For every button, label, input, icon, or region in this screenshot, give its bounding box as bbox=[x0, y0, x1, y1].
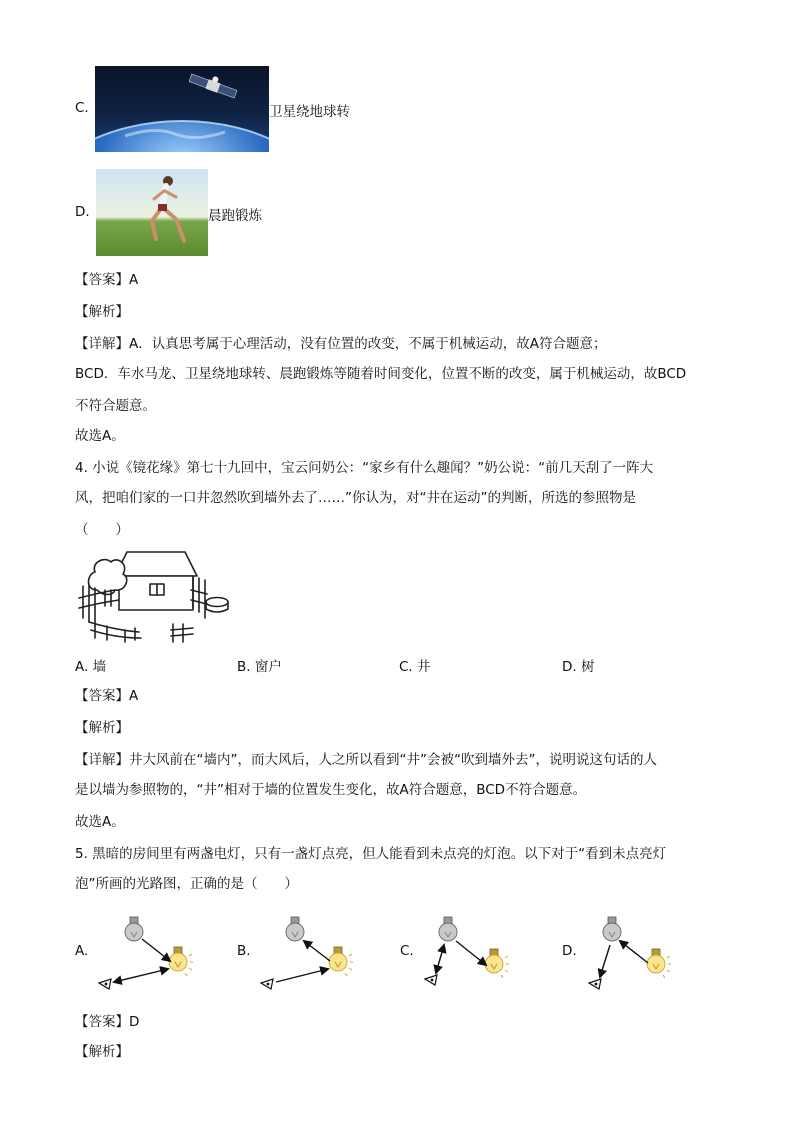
q3-detail-line-2: BCD．车水马龙、卫星绕地球转、晨跑锻炼等随着时间变化，位置不断的改变，属于机械运动，故BCD bbox=[75, 366, 687, 382]
q5-option-a-label: A. bbox=[75, 943, 89, 959]
q3-detail-line-3: 不符合题意。 bbox=[75, 398, 156, 414]
q4-analysis-heading: 【解析】 bbox=[75, 720, 129, 736]
q4-option-a: A. 墙 bbox=[75, 659, 107, 675]
option-c-caption: 卫星绕地球转 bbox=[269, 104, 350, 120]
q4-option-b: B. 窗户 bbox=[237, 659, 282, 675]
q3-detail-line-1: 【详解】A．认真思考属于心理活动，没有位置的改变，不属于机械运动，故A符合题意； bbox=[75, 336, 607, 352]
option-d-letter: D. bbox=[75, 204, 90, 220]
q4-detail-line-2: 是以墙为参照物的，“井”相对于墙的位置发生变化，故A符合题意，BCD不符合题意。 bbox=[75, 782, 587, 798]
q5-option-d-label: D. bbox=[562, 943, 577, 959]
q4-conclusion: 故选A。 bbox=[75, 814, 125, 830]
q4-stem-line-1: 4. 小说《镜花缘》第七十九回中，宝云问奶公：“家乡有什么趣闻？”奶公说：“前几天刮了一阵大 bbox=[75, 460, 654, 476]
q3-answer: 【答案】A bbox=[75, 272, 139, 288]
satellite-earth-photo bbox=[95, 66, 269, 152]
q4-stem-line-2: 风，把咱们家的一口井忽然吹到墙外去了……”你认为，对“井在运动”的判断，所选的参照物是 bbox=[75, 490, 636, 506]
option-c-letter: C. bbox=[75, 100, 89, 116]
q5-option-c-label: C. bbox=[400, 943, 414, 959]
q4-option-d: D. 树 bbox=[562, 659, 595, 675]
q5-diagram-d bbox=[589, 917, 671, 989]
q3-conclusion: 故选A。 bbox=[75, 428, 125, 444]
q5-stem-line-2: 泡”所画的光路图，正确的是（ ） bbox=[75, 876, 298, 892]
runner-photo bbox=[96, 169, 208, 256]
q5-option-b-label: B. bbox=[237, 943, 251, 959]
q4-stem-line-3: （ ） bbox=[75, 522, 129, 538]
option-d-caption: 晨跑锻炼 bbox=[208, 208, 262, 224]
q5-light-path-diagrams bbox=[0, 905, 794, 995]
q4-answer: 【答案】A bbox=[75, 688, 139, 704]
house-tree-well-fence-sketch bbox=[75, 546, 235, 646]
q4-detail-line-1: 【详解】井大风前在“墙内”，而大风后，人之所以看到“井”会被“吹到墙外去”，说明说这句话的人 bbox=[75, 752, 657, 768]
q5-diagram-b bbox=[261, 917, 353, 989]
q5-diagram-a bbox=[99, 917, 193, 989]
q4-option-c: C. 井 bbox=[399, 659, 431, 675]
q5-stem-line-1: 5. 黑暗的房间里有两盏电灯，只有一盏灯点亮，但人能看到未点亮的灯泡。以下对于“看到未点亮灯 bbox=[75, 846, 667, 862]
q5-answer: 【答案】D bbox=[75, 1014, 140, 1030]
q5-diagram-c bbox=[425, 917, 509, 985]
q5-analysis-heading: 【解析】 bbox=[75, 1044, 129, 1060]
q3-analysis-heading: 【解析】 bbox=[75, 304, 129, 320]
